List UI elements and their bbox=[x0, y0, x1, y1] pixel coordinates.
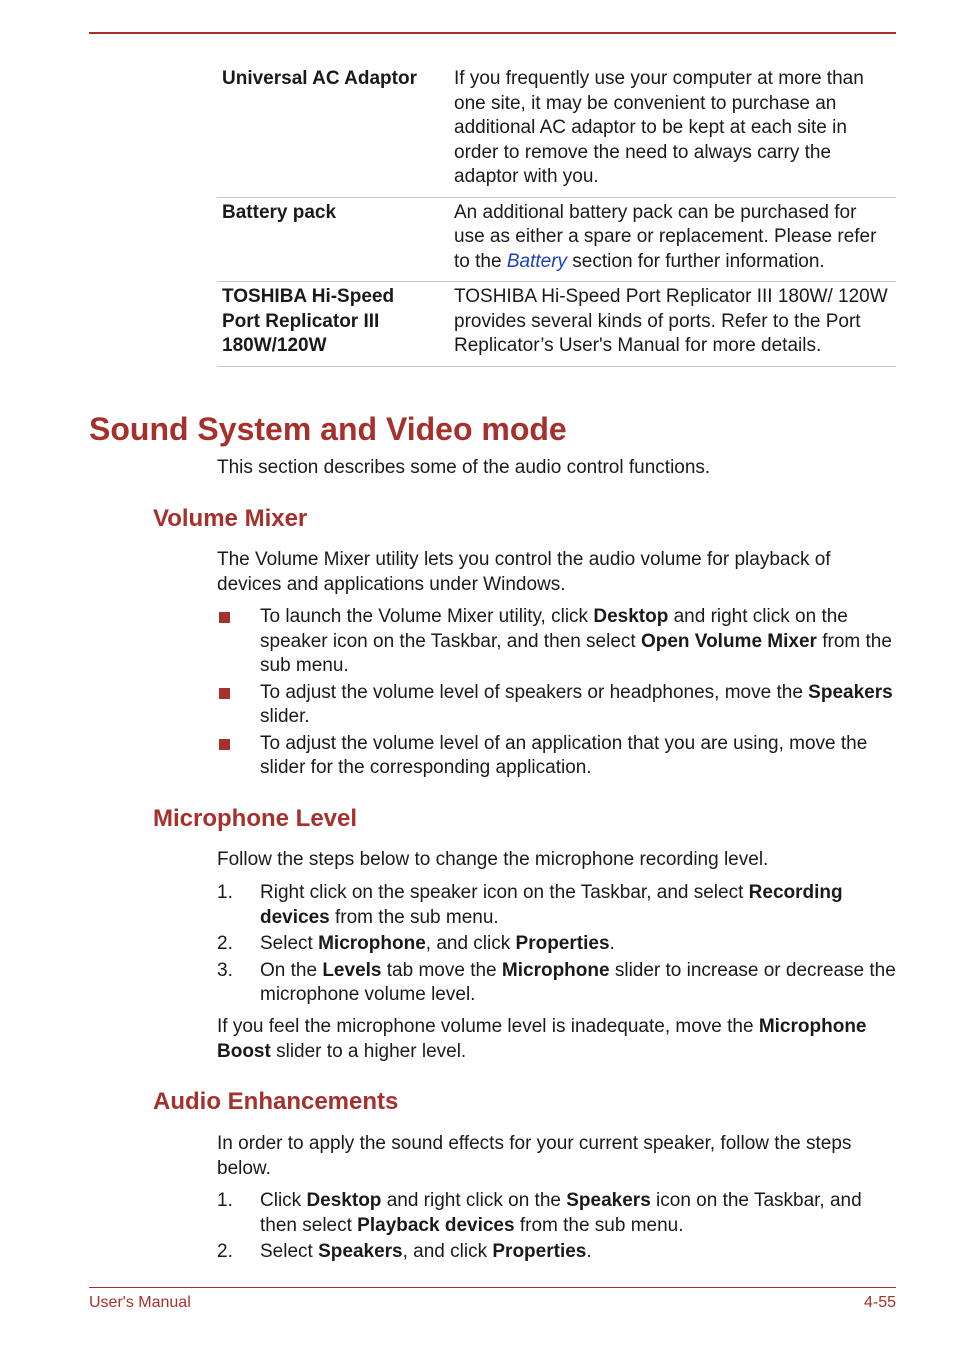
volume-mixer-intro: The Volume Mixer utility lets you control the audio volume for playback of devices and applications under Windows. bbox=[217, 549, 831, 595]
header-rule bbox=[89, 32, 896, 34]
description-cell: TOSHIBA Hi-Speed Port Replicator III 180W/ 120W provides several kinds of ports. Refer to the Port Replicator’s User's Manual for more details. bbox=[446, 282, 896, 367]
footer-manual-title: User's Manual bbox=[89, 1294, 191, 1311]
bullet-square-icon bbox=[219, 739, 230, 750]
list-item: 2. Select Speakers, and click Properties. bbox=[217, 1240, 897, 1265]
microphone-intro: Follow the steps below to change the microphone recording level. bbox=[217, 849, 769, 870]
description-cell: An additional battery pack can be purchased for use as either a spare or replacement. Please refer to the Battery section for further information. bbox=[446, 197, 896, 282]
footer-page-number: 4-55 bbox=[863, 1294, 896, 1311]
list-item: To launch the Volume Mixer utility, click Desktop and right click on the speaker icon on the Taskbar, and then select Open Volume Mixer from the sub menu. bbox=[217, 605, 897, 679]
accessories-table bbox=[217, 64, 896, 367]
step-number: 3. bbox=[217, 959, 233, 981]
term-cell: Universal AC Adaptor bbox=[222, 68, 417, 89]
microphone-level-heading: Microphone Level bbox=[153, 805, 358, 832]
step-number: 2. bbox=[217, 1241, 233, 1262]
step-number: 2. bbox=[217, 933, 233, 954]
list-item: 2. Select Microphone, and click Properties. bbox=[217, 932, 897, 957]
battery-link[interactable]: Battery bbox=[506, 250, 568, 272]
section-title: Sound System and Video mode bbox=[89, 411, 567, 447]
step-number: 1. bbox=[217, 1190, 233, 1211]
section-intro: This section describes some of the audio control functions. bbox=[217, 457, 711, 478]
list-item: 1. Click Desktop and right click on the Speakers icon on the Taskbar, and then select Playback devices from the sub menu. bbox=[217, 1190, 862, 1236]
audio-steps bbox=[217, 1189, 897, 1267]
microphone-steps bbox=[217, 881, 897, 1010]
table-row bbox=[217, 282, 896, 367]
volume-mixer-heading: Volume Mixer bbox=[153, 505, 308, 532]
list-item: 1. Right click on the speaker icon on the Taskbar, and select Recording devices from the sub menu. bbox=[217, 882, 843, 928]
list-item: To adjust the volume level of an application that you are using, move the slider for the corresponding application. bbox=[217, 732, 897, 781]
table-row bbox=[217, 64, 896, 197]
list-item: 3. On the Levels tab move the Microphone slider to increase or decrease the microphone volume level. bbox=[217, 959, 896, 1005]
audio-intro: In order to apply the sound effects for your current speaker, follow the steps below. bbox=[217, 1133, 852, 1179]
term-cell: Battery pack bbox=[217, 197, 446, 282]
volume-mixer-list bbox=[217, 605, 897, 783]
bullet-square-icon bbox=[219, 688, 230, 699]
term-cell: TOSHIBA Hi-Speed Port Replicator III 180W/120W bbox=[217, 282, 446, 367]
microphone-boost-note: If you feel the microphone volume level is inadequate, move the Microphone Boost slider to a higher level. bbox=[217, 1016, 867, 1062]
list-item: To adjust the volume level of speakers or headphones, move the Speakers slider. bbox=[217, 681, 897, 730]
description-cell: If you frequently use your computer at more than one site, it may be convenient to purchase an additional AC adaptor to be kept at each site in order to remove the need to always carry the adaptor with you. bbox=[454, 68, 864, 187]
audio-enhancements-heading: Audio Enhancements bbox=[153, 1088, 399, 1115]
table-row bbox=[217, 197, 896, 282]
step-number: 1. bbox=[217, 882, 233, 903]
footer-rule bbox=[89, 1287, 896, 1288]
bullet-square-icon bbox=[219, 612, 230, 623]
